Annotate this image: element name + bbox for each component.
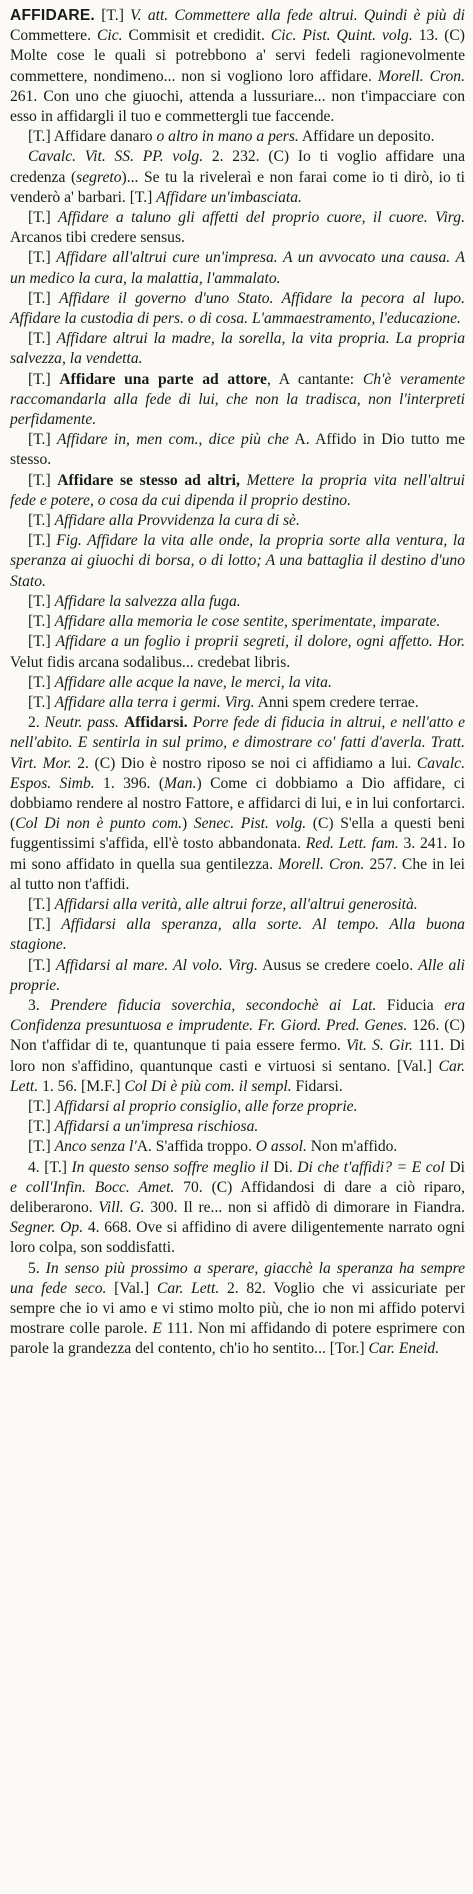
entry-text-run: 2. (C) Dio è nostro riposo se noi ci affidiamo a lui.: [71, 754, 417, 772]
entry-paragraph: [10, 248, 465, 288]
entry-text-run: [T.]: [28, 289, 60, 307]
entry-text-run: [T.]: [28, 633, 56, 651]
entry-text-run: Commisit et credidit.: [122, 27, 271, 45]
entry-text-run: Anco senza l': [54, 1138, 137, 1156]
entry-text-run: Col Di è più com. il sempl.: [124, 1077, 292, 1095]
entry-text-run: Cic. Pist. Quint. volg.: [270, 27, 413, 45]
entry-text-run: , A cantante:: [266, 370, 363, 388]
entry-text-run: 2.: [28, 714, 45, 732]
entry-text-run: Cavalc. Vit. SS. PP. volg.: [28, 148, 204, 166]
entry-headword: AFFIDARE.: [10, 7, 95, 24]
entry-text-run: Affidare un'imbasciata.: [156, 188, 302, 206]
entry-text-run: Affidare a un foglio i proprii segreti, il dolore, ogni affetto. Hor.: [55, 633, 465, 651]
entry-text-run: Affidarsi al proprio consiglio, alle forze proprie.: [54, 1097, 358, 1115]
entry-text-run: altro in mano a pers.: [168, 128, 299, 146]
entry-text-run: Arcanos tibi credere sensus.: [10, 229, 185, 247]
entry-text-run: [T.]: [28, 532, 57, 550]
entry-text-run: Affidarsi alla verità, alle altrui forze, all'altrui generosità.: [54, 895, 418, 913]
entry-text-run: 126. (C) Non t'affidar di te, quantunque ti paia essere fermo.: [10, 1017, 465, 1055]
entry-text-run: Affidare alla memoria le cose sentite, sperimentate, imparate.: [54, 613, 441, 631]
entry-text-run: Mettere la propria vita nell'altrui fede e potere, o cosa da cui dipenda il proprio destino.: [10, 471, 465, 509]
entry-text-run: o: [156, 128, 165, 146]
entry-text-run: (C) S'ella a questi beni fuggentissimi s'affida, ell'è tosto abbandonata.: [10, 815, 465, 853]
entry-paragraph: [10, 370, 465, 431]
entry-text-run: Commettere.: [10, 27, 97, 45]
entry-paragraph: [10, 471, 465, 511]
entry-text-run: 5.: [28, 1259, 46, 1277]
entry-text-run: Affidarsi.: [123, 714, 188, 732]
entry-text-run: Affidare all'altrui cure un'impresa. A un avvocato una causa. A un medico la cura, la malattia, l'ammalato.: [10, 249, 465, 287]
entry-text-run: Affidare un deposito.: [298, 128, 435, 146]
entry-text-run: Anni spem credere terrae.: [254, 693, 419, 711]
entry-text-run: e coll'Infin. Bocc. Amet.: [10, 1178, 175, 1196]
entry-paragraph: [10, 1259, 465, 1360]
entry-paragraph: [10, 956, 465, 996]
entry-text-run: [T.] Affidare danaro: [28, 128, 157, 146]
entry-text-run: [T.]: [28, 209, 59, 227]
entry-paragraph: [10, 1097, 465, 1117]
entry-text-run: Affidare altrui la madre, la sorella, la vita propria. La propria salvezza, la vendetta.: [10, 330, 465, 368]
entry-paragraph: [10, 895, 465, 915]
entry-text-run: [T.]: [28, 956, 56, 974]
entry-text-run: Affidare in, men com., dice più che: [57, 431, 289, 449]
entry-paragraph: [10, 127, 465, 147]
entry-paragraph: [10, 511, 465, 531]
entry-paragraph: [10, 996, 465, 1097]
entry-text-run: [T.]: [28, 1138, 55, 1156]
entry-text-run: Vill. G.: [98, 1198, 145, 1216]
entry-text-run: [T.]: [28, 249, 57, 267]
entry-text-run: Affidarsi a un'impresa rischiosa.: [54, 1118, 259, 1136]
entry-text-run: [T.]: [28, 471, 58, 489]
entry-text-run: [T.]: [28, 512, 55, 530]
entry-text-run: ) Come ci dobbiamo a Dio affidare, ci dobbiamo rendere al nostro Fattore, e affidarci di lui, e in lui confortarci. (: [10, 774, 465, 833]
entry-text-run: [T.]: [28, 431, 58, 449]
entry-text-run: [T.]: [28, 613, 55, 631]
entry-paragraph: [10, 673, 465, 693]
entry-definition-main: [10, 6, 465, 127]
entry-text-run: Affidare se stesso ad altri,: [57, 471, 240, 489]
entry-text-run: Car. Eneid.: [368, 1340, 440, 1358]
entry-paragraph: [10, 430, 465, 470]
entry-paragraph: [10, 289, 465, 329]
entry-paragraph: [10, 713, 465, 895]
entry-text-run: [Val.]: [106, 1279, 157, 1297]
entry-text-run: Ausus se credere coelo.: [257, 956, 419, 974]
entry-text-run: A. Affido in Dio tutto me stesso.: [10, 431, 465, 469]
entry-text-run: 2. 82. Voglio che vi assicuriate per sempre che io vi amo e vi stimo molto più, che io non mi affido potervi mostrare colle parole.: [10, 1279, 466, 1338]
entry-text-run: 13. (C) Molte cose le quali si potrebbono a' servi fedeli ragionevolmente commettere, nondimeno... non si vogliono loro affidare.: [10, 27, 465, 85]
entry-text-run: Affidare il governo d'uno Stato. Affidare la pecora al lupo. Affidare la custodia di pers. o di cosa. L'ammaestramento, l'educazione.: [10, 289, 465, 328]
entry-text-run: ): [182, 815, 194, 833]
entry-text-run: Affidare alle acque la nave, le merci, la vita.: [54, 673, 332, 691]
entry-paragraph: [10, 612, 465, 632]
entry-text-run: Affidare a taluno gli affetti del proprio cuore, il cuore. Virg.: [58, 209, 465, 227]
entry-text-run: [T.]: [28, 693, 55, 711]
entry-text-run: Morell. Cron.: [278, 855, 365, 873]
entry-text-run: Man.: [164, 774, 197, 792]
entry-text-run: Affidare alla Provvidenza la cura di sè.: [54, 512, 300, 530]
entry-paragraph: [10, 632, 465, 672]
entry-text-run: Affidare la salvezza alla fuga.: [54, 592, 241, 610]
entry-text-run: [T.]: [28, 1097, 55, 1115]
entry-text-run: In questo senso soffre meglio il: [71, 1158, 269, 1176]
entry-text-run: [240, 472, 247, 489]
entry-text-run: Fiducia: [376, 996, 445, 1014]
entry-text-run: [T.]: [28, 673, 55, 691]
entry-text-run: Affidarsi al mare. Al volo. Virg.: [55, 956, 258, 974]
entry-text-run: [T.]: [28, 895, 55, 913]
entry-paragraph: [10, 1137, 465, 1157]
entry-text-run: Affidare una parte ad attore: [59, 370, 267, 388]
entry-text-run: 3.: [28, 996, 51, 1014]
entry-text-run: 257. Che in lei al tutto non t'affidi.: [10, 855, 466, 893]
entry-text-run: Affidarsi alla speranza, alla sorte. Al tempo. Alla buona stagione.: [10, 916, 465, 954]
entry-text-run: 1. 396. (: [94, 774, 165, 792]
entry-text-run: Prendere fiducia soverchia, secondochè ai Lat.: [50, 996, 377, 1014]
entry-text-run: Fidarsi.: [291, 1077, 343, 1095]
entry-text-run: Non m'affido.: [306, 1138, 398, 1156]
entry-text-run: [T.]: [28, 370, 60, 388]
entry-paragraph: [10, 915, 465, 955]
entry-paragraph: [10, 147, 465, 208]
entry-text-run: 2. 232. (C) Io ti voglio affidare una credenza (: [10, 148, 465, 186]
entry-paragraph: [10, 693, 465, 713]
entry-paragraph: [10, 208, 465, 248]
entry-text-run: Segner. Op.: [10, 1219, 84, 1237]
entry-text-run: Car. Lett.: [156, 1279, 220, 1297]
entry-text-run: Alle ali proprie.: [10, 956, 465, 994]
entry-text-run: 111. Di loro non s'affidino, quantunque casti e virtuosi si sentano. [Val.]: [10, 1037, 466, 1075]
entry-paragraph: [10, 329, 465, 369]
entry-text-run: Ch'è veramente raccomandarla alla fede di lui, che non la tradisca, non l'interpreti perfidamente.: [10, 370, 465, 429]
entry-text-run: 4. [T.]: [28, 1158, 72, 1176]
entry-text-run: Di.: [268, 1158, 298, 1176]
entry-text-run: E: [152, 1320, 162, 1338]
entry-paragraph: [10, 592, 465, 612]
entry-text-run: [T.]: [28, 1118, 55, 1136]
entry-text-run: [T.]: [28, 916, 62, 934]
entry-text-run: In senso più prossimo a sperare, giacchè la speranza ha sempre una fede seco.: [10, 1259, 465, 1297]
entry-text-run: segreto: [76, 168, 122, 186]
entry-text-run: V. att. Commettere alla fede altrui. Quindi è più di: [130, 7, 465, 24]
entry-text-run: Vit. S. Gir.: [346, 1037, 413, 1055]
entry-text-run: Fig. Affidare la vita alle onde, la propria sorte alla ventura, la speranza ai giuochi di borsa, o di lotto; A una battaglia il destino d'uno Stato.: [10, 532, 465, 590]
entry-text-run: 261. Con uno che giuochi, attenda a lussuriare... non t'impacciare con esso in affidargli il tuo e commettergli tue faccende.: [10, 87, 465, 126]
entry-text-run: Affidare alla terra i germi. Virg.: [54, 693, 255, 711]
entry-text-run: Senec. Pist. volg.: [193, 815, 307, 833]
entry-text-run: [T.]: [28, 592, 55, 610]
entry-text-run: Car. Lett.: [10, 1057, 465, 1095]
entry-text-run: Di: [444, 1158, 465, 1176]
entry-text-run: Porre fede di fiducia in altrui, e nell'atto e nell'abito. E sentirla in sul primo, e dimostrare co' fatti d'averla. Tratt. Virt. Mor.: [10, 714, 466, 772]
entry-text-run: 70. (C) Affidandosi di dare a ciò riparo, deliberarono.: [10, 1178, 465, 1216]
entry-text-run: 3. 241. Io mi sono affidato in quella sua gentilezza.: [10, 835, 466, 873]
entry-text-run: era Confidenza presuntuosa e imprudente. Fr. Giord. Pred. Genes.: [10, 996, 465, 1035]
entry-text-run: Di che t'affidi? = E col: [297, 1158, 445, 1176]
entry-paragraph: [10, 531, 465, 592]
entry-text-run: 4. 668. Ove si affidino di avere diligentemente narrato ogni loro colpa, son soddisfatti.: [10, 1219, 466, 1257]
entry-text-run: )... Se tu la riveleraì e non farai come io ti dirò, io ti venderò a' barbari. [T.]: [10, 168, 465, 206]
entry-text-run: Neutr. pass.: [44, 714, 119, 732]
entry-text-run: Col Di non è punto com.: [15, 815, 183, 833]
entry-text-run: 111. Non mi affidando di potere esprimere con parole la grandezza del contento, ch'io ho sentito... [Tor.]: [10, 1320, 466, 1358]
entry-text-run: O assol.: [255, 1138, 307, 1156]
entry-text-run: A. S'affida troppo.: [136, 1138, 256, 1156]
entry-text-run: [T.]: [28, 330, 57, 348]
dictionary-entry-affidare: [10, 6, 465, 1360]
entry-text-run: Velut fidis arcana sodalibus... credebat libris.: [10, 653, 291, 671]
entry-text-run: Red. Lett. fam.: [305, 835, 399, 853]
entry-paragraph: [10, 1117, 465, 1137]
entry-text-run: 1. 56. [M.F.]: [38, 1077, 125, 1095]
entry-text-run: Morell. Cron.: [377, 67, 465, 85]
entry-text-run: Cavalc. Espos. Simb.: [10, 754, 465, 792]
entry-text-run: [T.]: [94, 7, 131, 24]
entry-text-run: 300. Il re... non si affidò di dimorare in Fiandra.: [144, 1198, 465, 1216]
entry-text-run: Cic.: [96, 27, 123, 45]
entry-paragraph: [10, 1158, 465, 1259]
